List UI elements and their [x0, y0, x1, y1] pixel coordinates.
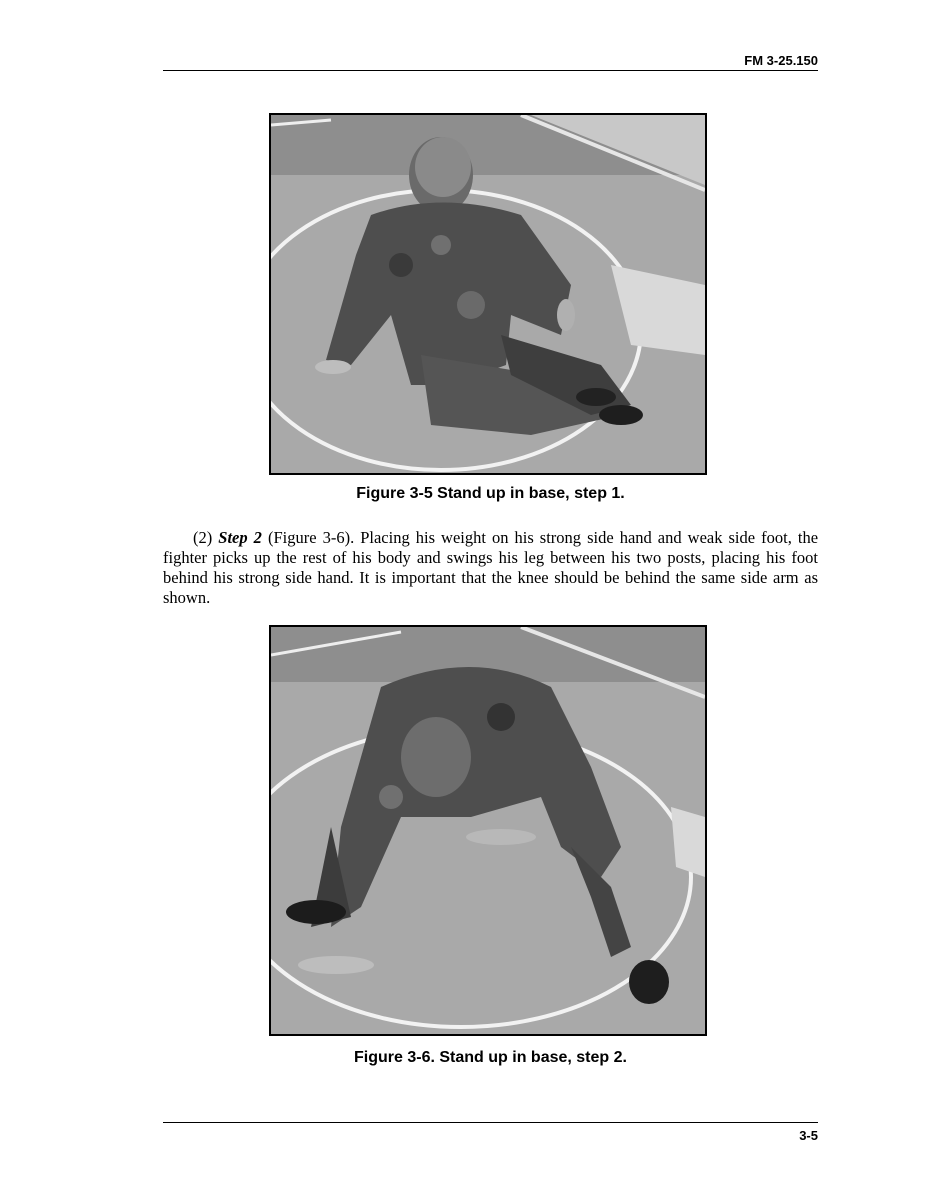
figure-3-5-caption: Figure 3-5 Stand up in base, step 1.	[356, 485, 625, 502]
document-id: FM 3-25.150	[744, 53, 818, 68]
figure-3-6-caption: Figure 3-6. Stand up in base, step 2.	[354, 1049, 627, 1066]
header-rule	[163, 70, 818, 71]
paragraph-step-2	[163, 528, 818, 608]
footer-rule	[163, 1122, 818, 1123]
page-number: 3-5	[799, 1128, 818, 1143]
figure-3-6-photo	[269, 625, 707, 1036]
paragraph-number: (2)	[193, 528, 213, 547]
paragraph-text: (Figure 3-6). Placing his weight on his strong side hand and weak side foot, the fighter picks up the rest of his body and swings his leg between his two posts, placing his foot behind his strong side hand. It is important that the knee should be behind the same side arm as shown.	[163, 528, 819, 607]
step-label: Step 2	[218, 528, 262, 547]
figure-3-5-photo	[269, 113, 707, 475]
